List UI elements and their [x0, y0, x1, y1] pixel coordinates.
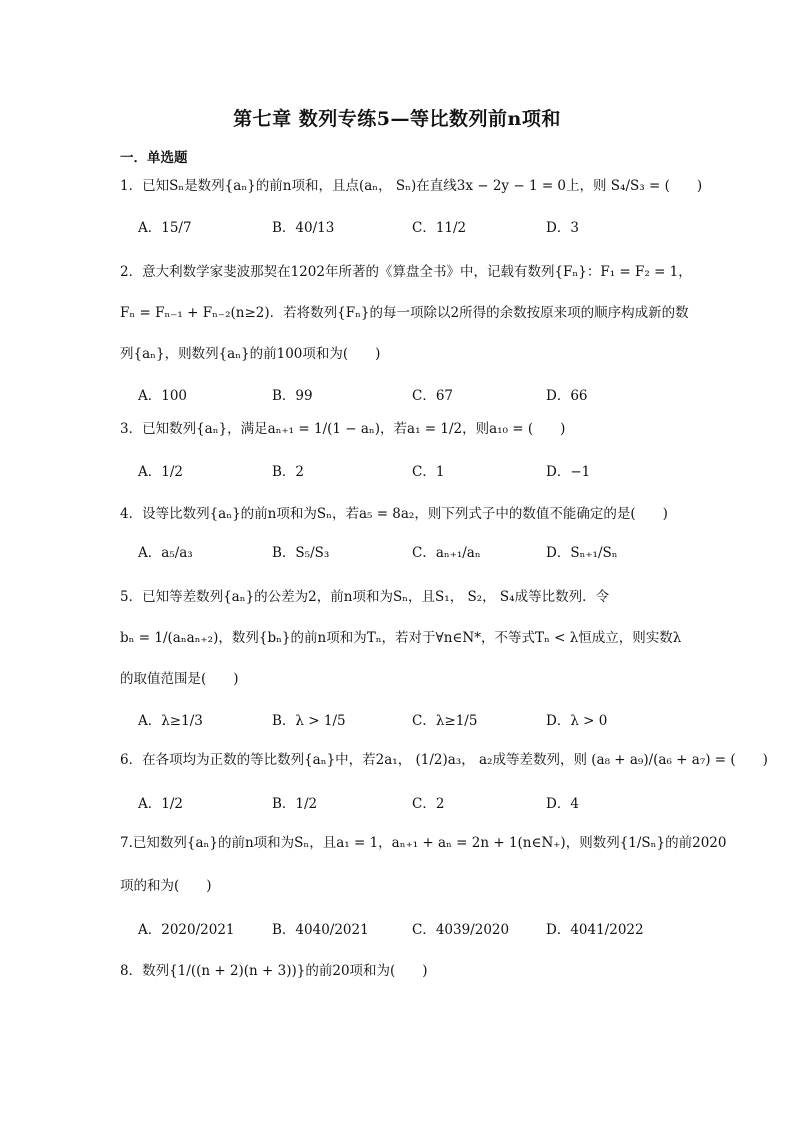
question-5-text-line-2: bₙ = 1/(aₙaₙ₊₂)，数列{bₙ}的前n项和为Tₙ，若对于∀n∈N*，不等式Tₙ < λ恒成立，则实数λ	[120, 630, 682, 646]
option-a[interactable]: A．100	[138, 388, 188, 404]
option-c[interactable]: C．4039/2020	[412, 922, 510, 938]
question-3-text: 3．已知数列{aₙ}，满足aₙ₊₁ = 1/(1 − aₙ)，若a₁ = 1/2，则a₁₀ = ( )	[120, 421, 566, 437]
option-c[interactable]: C．67	[412, 388, 454, 404]
question-5-text-line-1: 5．已知等差数列{aₙ}的公差为2，前n项和为Sₙ，且S₁， S₂， S₄成等比数列．令	[120, 589, 610, 605]
question-5-text-line-3: 的取值范围是( )	[120, 671, 239, 687]
option-b[interactable]: B．λ > 1/5	[272, 713, 346, 729]
option-a[interactable]: A．a₅/a₃	[138, 545, 193, 561]
section-heading: 一．单选题	[120, 150, 188, 166]
option-c[interactable]: C．aₙ₊₁/aₙ	[412, 545, 481, 561]
option-d[interactable]: D．3	[546, 220, 579, 236]
option-c[interactable]: C．11/2	[412, 220, 467, 236]
option-b[interactable]: B．S₅/S₃	[272, 545, 330, 561]
option-b[interactable]: B．4040/2021	[272, 922, 369, 938]
question-8-text: 8．数列{1/((n + 2)(n + 3))}的前20项和为( )	[120, 963, 428, 979]
option-a[interactable]: A．1/2	[138, 796, 183, 812]
option-a[interactable]: A．λ≥1/3	[138, 713, 203, 729]
option-a[interactable]: A．15/7	[138, 220, 192, 236]
option-c[interactable]: C．1	[412, 464, 445, 480]
question-2-text-line-2: Fₙ = Fₙ₋₁ + Fₙ₋₂(n≥2)．若将数列{Fₙ}的每一项除以2所得的余数按原来项的顺序构成新的数	[120, 305, 689, 321]
option-b[interactable]: B．1/2	[272, 796, 318, 812]
question-1-text: 1．已知Sₙ是数列{aₙ}的前n项和，且点(aₙ， Sₙ)在直线3x − 2y − 1 = 0上，则 S₄/S₃ = ( )	[120, 178, 703, 194]
question-4-text: 4．设等比数列{aₙ}的前n项和为Sₙ，若a₅ = 8a₂，则下列式子中的数值不能确定的是( )	[120, 506, 668, 522]
option-c[interactable]: C．2	[412, 796, 445, 812]
question-2-text-line-1: 2．意大利数学家斐波那契在1202年所著的《算盘全书》中，记载有数列{Fₙ}：F₁ = F₂ = 1，	[120, 264, 692, 280]
option-b[interactable]: B．2	[272, 464, 305, 480]
page-title: 第七章 数列专练5—等比数列前n项和	[233, 108, 561, 130]
option-d[interactable]: D．4	[546, 796, 579, 812]
option-d[interactable]: D．Sₙ₊₁/Sₙ	[546, 545, 618, 561]
option-a[interactable]: A．2020/2021	[138, 922, 235, 938]
option-c[interactable]: C．λ≥1/5	[412, 713, 478, 729]
question-2-text-line-3: 列{aₙ}，则数列{aₙ}的前100项和为( )	[120, 346, 381, 362]
option-a[interactable]: A．1/2	[138, 464, 183, 480]
option-d[interactable]: D．4041/2022	[546, 922, 644, 938]
option-d[interactable]: D．λ > 0	[546, 713, 608, 729]
option-d[interactable]: D．66	[546, 388, 588, 404]
option-b[interactable]: B．40/13	[272, 220, 335, 236]
question-7-text-line-1: 7.已知数列{aₙ}的前n项和为Sₙ，且a₁ = 1，aₙ₊₁ + aₙ = 2n + 1(n∈N₊)，则数列{1/Sₙ}的前2020	[120, 835, 727, 851]
option-d[interactable]: D．−1	[546, 464, 591, 480]
option-b[interactable]: B．99	[272, 388, 313, 404]
question-6-text: 6．在各项均为正数的等比数列{aₙ}中，若2a₁， (1/2)a₃， a₂成等差数列，则 (a₈ + a₉)/(a₆ + a₇) = ( )	[120, 752, 768, 768]
question-7-text-line-2: 项的和为( )	[120, 878, 212, 894]
